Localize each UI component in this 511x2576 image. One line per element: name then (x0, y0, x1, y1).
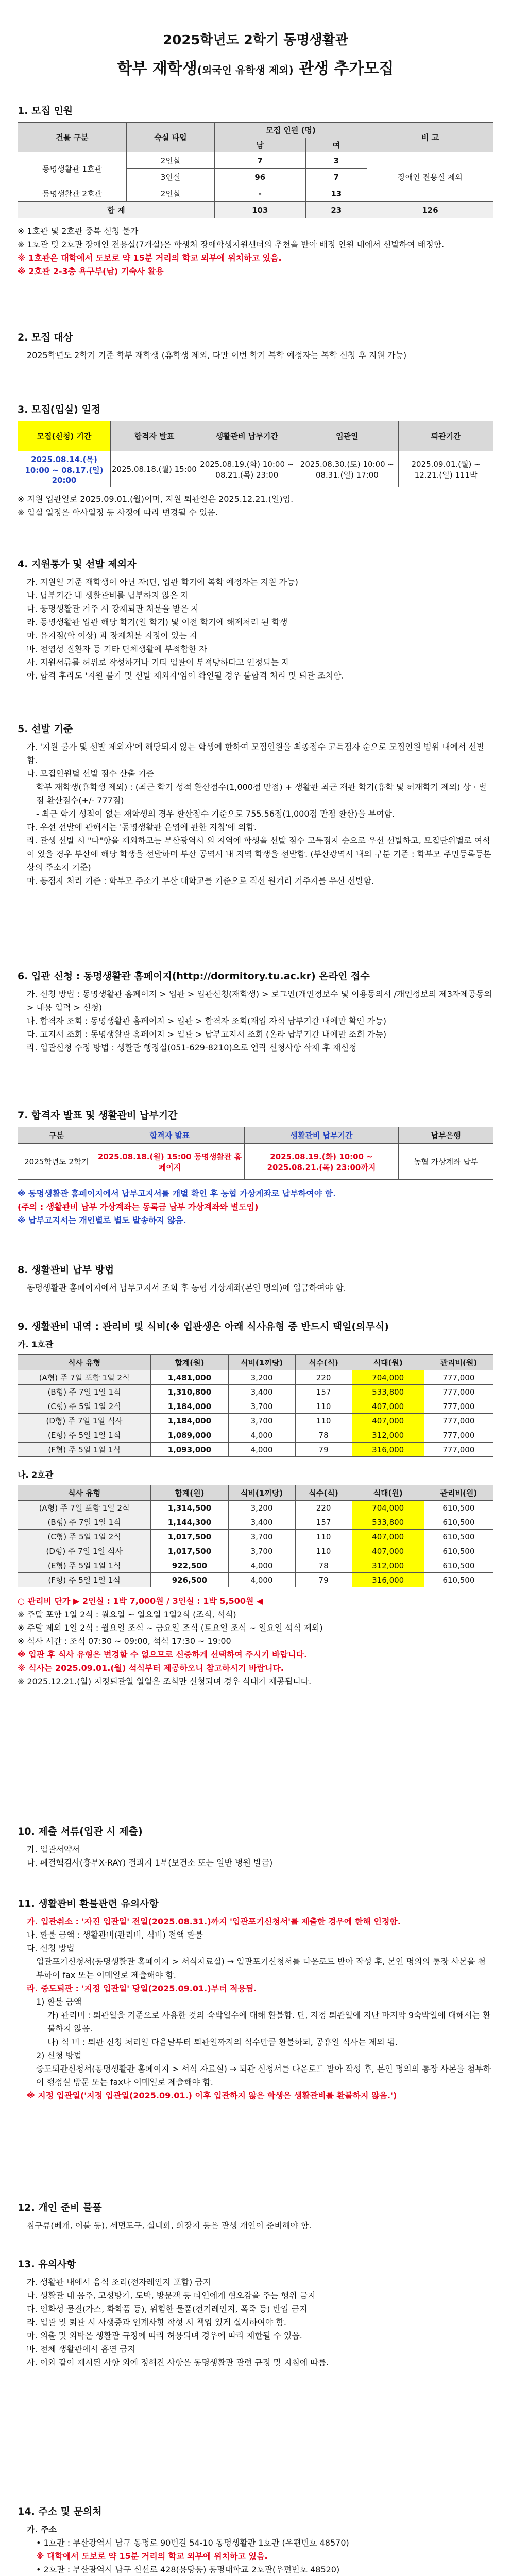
criteria-list: 가. '지원 불가 및 선발 제외자'에 해당되지 않는 학생에 한하여 모집인원을 최종점수 고득점자 순으로 모집인원 범위 내에서 선발함. 나. 모집인원별 선발 점수 산출 기준 학부 재학생(휴학생 제외) : (최근 학기 성적 환산점수(1,000점 만점) + 생활관 최근 재관 학기(휴학 및 허재학기 제외) 상 · 벌점 환산점수(+/- 777점) - 최근 학기 성적이 없는 재학생의 경우 환산점수 기준으로 755.56점(1,000점 만점 환산)을 부여함. 다. 우선 선발에 관해서는 '동명생활관 운영에 관한 지침'에 의함. 라. 관생 선발 시 "다"항을 제외하고는 부산광역시 외 지역에 학생을 선발 점수 고득점자 순으로 우선 선발하고, 모집단위별로 여석이 있을 경우 부산에 해당 학생을 선발하며 부산 공역시 내 지역 학생을 선발함. (부산광역시 내의 구분 기준 : 학부모 주민등록등본 상의 주소지 기준) 마. 동점자 처리 기준 : 학부모 주소가 부산 대학교를 기준으로 직선 원거리 거주자를 우선 선발함. (27, 742, 491, 886)
section-cautions (18, 2257, 493, 2369)
table-cell: (F형) 주 5일 1일 1식 (18, 1573, 151, 1587)
table-row: 동명생활관 1호관 2인실 7 3 장애인 전용실 제외 (18, 152, 493, 169)
fee-notes: ○ 관리비 단가 ▶ 2인실 : 1박 7,000원 / 3인실 : 1박 5,500원 ◀ ※ 주말 포함 1일 2식 : 월요일 ~ 일요일 1일2식 (조식, 석식) ※ 주말 제외 1일 2식 : 월요일 조식 ~ 금요일 조식 (토요일 조식 ~ 일요일 석식 제외) ※ 식사 시간 : 조식 07:30 ~ 09:00, 석식 17:30 ~ 19:00 ※ 입관 후 식사 유형은 변경할 수 없으므로 신중하게 선택하여 주시기 바랍니다. ※ 식사는 2025.09.01.(월) 석식부터 제공하오니 참고하시기 바랍니다. ※ 2025.12.21.(일) 지정퇴관일 일일은 조식만 신청되며 경우 식대가 제공됩니다. (18, 1596, 323, 1686)
section-heading: 8. 생활관비 납부 방법 (18, 1264, 114, 1276)
table-row: 2025학년도 2학기 2025.08.18.(월) 15:00 동명생활관 홈페이지 2025.08.19.(화) 10:00 ~ 2025.08.21.(목) 23:00까지 농협 가상계좌 납부 (18, 1144, 493, 1180)
table-cell: 4,000 (228, 1573, 295, 1587)
section-heading: 4. 지원통가 및 선발 제외자 (18, 558, 137, 570)
refund-list: 가. 입관취소 : '자진 입관일' 전일(2025.08.31.)까지 '입관포기신청서'를 제출한 경우에 한해 인정함. 나. 환불 금액 : 생활관비(관리비, 식비) 전액 환불 다. 신청 방법 입관포기신청서(동명생활관 홈페이지 > 서식자료실) → 입관포기신청서를 다운로드 받아 작성 후, 본인 명의의 통장 사본을 첨부하여 fax 또는 이메일로 제출해야 함. 라. 중도퇴관 : '지정 입관일' 당일(2025.09.01.)부터 적용됨. 1) 환불 금액 가) 관리비 : 퇴관일을 기준으로 사용한 것의 숙박일수에 대해 환불함. 단, 지정 퇴관일에 지난 마지막 9숙박일에 대해서는 환불하지 않음. 나) 식 비 : 퇴관 신청 처리일 다음날부터 퇴관일까지의 식수만큼 환불하되, 공휴일 식사는 제외 됨. 2) 신청 방법 중도퇴관신청서(동명생활관 홈페이지 > 서식 자료실) → 퇴관 신청서를 다운로드 받아 작성 후, 본인 명의의 통장 사본을 첨부하여 행정실 방문 또는 fax나 이메일로 제출해야 함. ※ 지정 입관일('지정 입관일(2025.09.01.) 이후 입관하지 않은 학생은 생활관비를 환불하지 않음.') (27, 1917, 491, 2100)
table-cell: 777,000 (424, 1414, 493, 1428)
section-exclusion (18, 556, 493, 683)
table-header: 식사 유형 (18, 1355, 151, 1370)
table-cell: 3,700 (228, 1530, 295, 1544)
table-cell: (B형) 주 7일 1일 1식 (18, 1385, 151, 1399)
table-row-total: 합 계 103 23 126 (18, 202, 493, 218)
section-criteria (18, 721, 493, 888)
table-cell: 3,700 (228, 1544, 295, 1558)
table-cell: 157 (295, 1385, 352, 1399)
table-cell: (A형) 주 7일 포함 1일 2식 (18, 1501, 151, 1515)
table-row (18, 1385, 493, 1399)
table-cell: (A형) 주 7일 포함 1일 2식 (18, 1370, 151, 1385)
section-heading: 1. 모집 인원 (18, 105, 73, 116)
cautions-list: 가. 생활관 내에서 음식 조리(전자레인지 포함) 금지 나. 생활관 내 음주, 고성방가, 도박, 방문객 등 타인에게 혐오감을 주는 행위 금지 다. 인화성 물질(가스, 화학품 등), 위험한 물품(전기레인지, 폭죽 등) 반입 금지 라. 입관 및 퇴관 시 사생증과 인계사항 작성 시 책임 있게 실시하여야 함. 마. 외출 및 외박은 생활관 규정에 따라 허용되며 경우에 따라 제한될 수 있음. 바. 전체 생활관에서 흡연 금지 사. 이와 같이 제시된 사항 외에 정해진 사항은 동명생활관 관련 규정 및 지침에 따름. (27, 2277, 329, 2367)
section-documents: 10. 제출 서류(입관 시 제출) 가. 입관서약서 나. 폐결핵검사(흉부X-RAY) 결과지 1부(보건소 또는 일반 병원 발급) (18, 1824, 493, 1870)
table-cell: 1,184,000 (151, 1399, 228, 1414)
table-cell: (D형) 주 7일 1일 식사 (18, 1414, 151, 1428)
table-row (18, 1443, 493, 1457)
table-cell: 610,500 (424, 1501, 493, 1515)
table-cell: 1,093,000 (151, 1443, 228, 1457)
table-cell: 777,000 (424, 1443, 493, 1457)
notes: ※ 동명생활관 홈페이지에서 납부고지서를 개별 확인 후 농협 가상계좌로 납부하여야 함. (주의 : 생활관비 납부 가상계좌는 동록금 납부 가상계좌와 별도임) ※ 납부고지서는 개인별로 별도 발송하지 않음. (18, 1189, 336, 1225)
table-cell: 4,000 (228, 1443, 295, 1457)
table-cell: 610,500 (424, 1530, 493, 1544)
table-cell: 1,184,000 (151, 1414, 228, 1428)
application-list: 가. 신청 방법 : 동명생활관 홈페이지 > 입관 > 입관신청(재학생) > 로그인(개인정보수 및 이용동의서 /개인정보의 제3자제공동의 > 내용 입력 > 신청) 나. 합격자 조회 : 동명생활관 홈페이지 > 입관 > 합격자 조회(재입 자식 납부기간 내에만 확인 가능) 다. 고지서 조회 : 동명생활관 홈페이지 > 입관 > 납부고지서 조회 (온라 납부기간 내에만 조회 가능) 라. 입관신청 수정 방법 : 생활관 행정실(051-629-8210)으로 연락 신청사항 삭제 후 재신청 (27, 989, 492, 1053)
table-cell: 922,500 (151, 1558, 228, 1573)
section-recruit-count (18, 103, 493, 278)
table-row (18, 1558, 493, 1573)
section-heading: 9. 생활관비 내역 : 관리비 및 식비(※ 입관생은 아래 식사유형 중 반드시 택일(의무식) (18, 1321, 389, 1332)
table-cell: (C형) 주 5일 1일 2식 (18, 1530, 151, 1544)
table-cell: 220 (295, 1501, 352, 1515)
section-heading: 7. 합격자 발표 및 생활관비 납부기간 (18, 1110, 178, 1121)
table-cell: 316,000 (352, 1573, 424, 1587)
table-cell: 79 (295, 1573, 352, 1587)
table-cell: 1,314,500 (151, 1501, 228, 1515)
table-header: 남 (215, 138, 306, 152)
section-heading: 5. 선발 기준 (18, 723, 73, 735)
table-cell: 3,400 (228, 1515, 295, 1530)
table-cell: 407,000 (352, 1544, 424, 1558)
table-header: 합계(원) (151, 1355, 228, 1370)
section-heading: 10. 제출 서류(입관 시 제출) (18, 1826, 143, 1837)
table-cell: 777,000 (424, 1399, 493, 1414)
table-row (18, 1414, 493, 1428)
table-header: 모집 인원 (명) (215, 123, 367, 138)
section-heading: 14. 주소 및 문의처 (18, 2506, 102, 2517)
table-cell: 610,500 (424, 1515, 493, 1530)
table-cell: (E형) 주 5일 1일 1식 (18, 1558, 151, 1573)
table-row (18, 1428, 493, 1443)
table-cell: 78 (295, 1428, 352, 1443)
section-heading: 6. 입관 신청 : 동명생활관 홈페이지(http://dormitory.tu.ac.kr) 온라인 접수 (18, 971, 370, 982)
table-cell: 110 (295, 1544, 352, 1558)
table-cell: 1,481,000 (151, 1370, 228, 1385)
table-row: 3인실 96 7 (18, 169, 493, 185)
table-row (18, 1530, 493, 1544)
table-cell: 110 (295, 1399, 352, 1414)
exclusion-list: 가. 지원일 기준 재학생이 아닌 자(단, 입관 학기에 복학 예정자는 지원 가능) 나. 납부기간 내 생활관비를 납부하지 않은 자 다. 동명생활관 거주 시 강제퇴관 처분을 받은 자 라. 동명생활관 입관 해당 학기(일 학기) 및 이전 학기에 해제처리 된 학생 마. 유지점(학 이상) 과 장제처분 지정이 있는 자 바. 전염성 질환자 등 기타 단체생활에 부적합한 자 사. 지원서류를 허위로 작성하거나 기타 입관이 부적당하다고 인정되는 자 아. 합격 후라도 '지원 불가 및 선발 제외자'임이 확인될 경우 불합격 처리 및 퇴관 조치함. (27, 577, 344, 681)
table-header: 식사 유형 (18, 1485, 151, 1501)
table-cell: (D형) 주 7일 1일 식사 (18, 1544, 151, 1558)
table-cell: 3,200 (228, 1370, 295, 1385)
table-row (18, 1501, 493, 1515)
table-cell: 110 (295, 1530, 352, 1544)
fee-table-2 (18, 1485, 493, 1587)
table-row: 2025.08.14.(목) 10:00 ~ 08.17.(일) 20:00 2025.08.18.(월) 15:00 2025.08.19.(화) 10:00 ~ 08.21.(목) 23:00 2025.08.30.(토) 10:00 ~ 08.31.(일) 17:00 2025.09.01.(월) ~ 12.21.(일) 111박 (18, 451, 493, 487)
section-fees: 9. 생활관비 내역 : 관리비 및 식비(※ 입관생은 아래 식사유형 중 반드시 택일(의무식) 가. 1호관 식사 유형 합계(원) 식비(1끼당) 식수(식) 식대(원) 관리비(원) (A형) 주 7일 포함 1일 2식 1,481,000 3,200 220 704,000 777,000 (B형) 주 7일 1일 1식 1,310,800 3,400 157 533,800 777,000 (C형) 주 5일 1일 2식 1,184,000 3,700 110 407,000 777,000 (D형) 주 7일 1일 식사 1,184,000 3,700 110 407,000 777,000 (E형) 주 5일 1일 1식 1,089,000 4,000 78 312,000 777,000 (F형) 주 5일 1일 1식 1,093,000 4,000 79 316,000 777,000 나. 2호관 식사 유형 합계(원) 식비(1끼당) 식수(식) 식대(원) 관리비(원) (A형) 주 7일 포함 1일 2식 1,314,500 3,200 220 704,000 610,500 (B형) 주 7일 1일 1식 1,144,300 3,400 157 533,800 610,500 (C형) 주 5일 1일 2식 1,017,500 3,700 110 407,000 610,500 (D형) 주 7일 1일 식사 1,017,500 3,700 110 407,000 610,500 (E형) 주 5일 1일 1식 922,500 4,000 78 312,000 610,500 (F형) 주 5일 1일 1식 926,500 4,000 79 316,000 610,500 ○ 관리비 단가 ▶ 2인실 : 1박 7,000원 / 3인실 : 1박 5,500원 ◀ ※ 주말 포함 1일 2식 : 월요일 ~ 일요일 1일2식 (조식, 석식) ※ 주말 제외 1일 2식 : 월요일 조식 ~ 금요일 조식 (토요일 조식 ~ 일요일 석식 제외) ※ 식사 시간 : 조식 07:30 ~ 09:00, 석식 17:30 ~ 19:00 ※ 입관 후 식사 유형은 변경할 수 없으므로 신중하게 선택하여 주시기 바랍니다. ※ 식사는 2025.09.01.(월) 석식부터 제공하오니 참고하시기 바랍니다. ※ 2025.12.21.(일) 지정퇴관일 일일은 조식만 신청되며 경우 식대가 제공됩니다. (18, 1319, 493, 1688)
table-cell: 220 (295, 1370, 352, 1385)
table-header: 식수(식) (295, 1355, 352, 1370)
section-application (18, 969, 493, 1055)
title-line2: 학부 재학생(외국인 유학생 제외) 관생 추가모집 (117, 60, 394, 78)
table-cell: 1,089,000 (151, 1428, 228, 1443)
table-cell: 3,400 (228, 1385, 295, 1399)
table-cell: 610,500 (424, 1573, 493, 1587)
table-cell: 777,000 (424, 1428, 493, 1443)
section-personal-items: 12. 개인 준비 물품 침구류(베개, 이불 등), 세면도구, 실내화, 화장지 등은 관생 개인이 준비해야 함. (18, 2200, 493, 2232)
table-header: 건물 구분 (18, 123, 127, 152)
table-cell: 610,500 (424, 1558, 493, 1573)
section-heading: 11. 생활관비 환불관련 유의사항 (18, 1898, 159, 1909)
title-box (62, 21, 449, 77)
table-cell: 533,800 (352, 1515, 424, 1530)
table-cell: 78 (295, 1558, 352, 1573)
section-refund (18, 1896, 493, 2103)
table-header: 식비(1끼당) (228, 1355, 295, 1370)
section-contact: 14. 주소 및 문의처 가. 주소 • 1호관 : 부산광역시 남구 동명로 90번길 54-10 동명생활관 1호관 (우편번호 48570) ※ 대학에서 도보로 약 15분 거리의 학교 외부에 위치하고 있음. • 2호관 : 부산광역시 남구 신선로 428(용당동) 동명대학교 2호관(우편번호 48520) (18, 2504, 493, 2576)
section-schedule (18, 402, 493, 519)
table-row (18, 1515, 493, 1530)
section-announcement (18, 1108, 493, 1227)
table-cell: 3,700 (228, 1414, 295, 1428)
table-header: 식대(원) (352, 1485, 424, 1501)
table-cell: 777,000 (424, 1385, 493, 1399)
table-cell: (C형) 주 5일 1일 2식 (18, 1399, 151, 1414)
title-line1: 2025학년도 2학기 동명생활관 (163, 32, 348, 48)
recruit-table (18, 122, 493, 218)
table-header: 관리비(원) (424, 1355, 493, 1370)
table-cell: 4,000 (228, 1428, 295, 1443)
table-cell: 777,000 (424, 1370, 493, 1385)
table-cell: 407,000 (352, 1414, 424, 1428)
table-row: 동명생활관 2호관 2인실 - 13 (18, 185, 493, 202)
table-cell: 157 (295, 1515, 352, 1530)
section-payment: 8. 생활관비 납부 방법 동명생활관 홈페이지에서 납부고지서 조회 후 농협 가상계좌(본인 명의)에 입금하여야 함. (18, 1262, 493, 1295)
fee-table-1 (18, 1354, 493, 1457)
table-row (18, 1573, 493, 1587)
table-cell: 1,144,300 (151, 1515, 228, 1530)
table-cell: 533,800 (352, 1385, 424, 1399)
table-cell: 4,000 (228, 1558, 295, 1573)
table-header: 합계(원) (151, 1485, 228, 1501)
table-row (18, 1370, 493, 1385)
table-header: 여 (305, 138, 367, 152)
table-cell: 312,000 (352, 1558, 424, 1573)
table-header: 관리비(원) (424, 1485, 493, 1501)
table-cell: 79 (295, 1443, 352, 1457)
table-cell: 1,310,800 (151, 1385, 228, 1399)
table-cell: 316,000 (352, 1443, 424, 1457)
announcement-table: 구분 합격자 발표 생활관비 납부기간 납부은행 2025학년도 2학기 2025.08.18.(월) 15:00 동명생활관 홈페이지 2025.08.19.(화) 10:00 ~ 2025.08.21.(목) 23:00까지 농협 가상계좌 납부 (18, 1127, 493, 1180)
table-cell: (B형) 주 7일 1일 1식 (18, 1515, 151, 1530)
table-cell: 312,000 (352, 1428, 424, 1443)
table-header: 식대(원) (352, 1355, 424, 1370)
table-cell: 110 (295, 1414, 352, 1428)
table-cell: 407,000 (352, 1530, 424, 1544)
section-target: 2. 모집 대상 2025학년도 2학기 기준 학부 재학생 (휴학생 제외, 다만 이번 학기 복학 예정자는 복학 신청 후 지원 가능) (18, 330, 493, 362)
table-cell: 1,017,500 (151, 1544, 228, 1558)
table-cell: 704,000 (352, 1370, 424, 1385)
table-header: 숙실 타입 (127, 123, 215, 152)
table-cell: 704,000 (352, 1501, 424, 1515)
section-heading: 2. 모집 대상 (18, 332, 73, 343)
table-cell: 3,200 (228, 1501, 295, 1515)
table-cell: 407,000 (352, 1399, 424, 1414)
table-cell: (F형) 주 5일 1일 1식 (18, 1443, 151, 1457)
table-header: 식비(1끼당) (228, 1485, 295, 1501)
notes: ※ 지원 입관일로 2025.09.01.(월)이며, 지원 퇴관일은 2025.12.21.(일)임. ※ 입실 일정은 학사일정 등 사정에 따라 변경될 수 있음. (18, 494, 294, 517)
table-cell: 3,700 (228, 1399, 295, 1414)
table-cell: 926,500 (151, 1573, 228, 1587)
section-heading: 13. 유의사항 (18, 2259, 76, 2270)
table-header: 비 고 (367, 123, 493, 152)
table-cell: 1,017,500 (151, 1530, 228, 1544)
table-cell: 610,500 (424, 1544, 493, 1558)
section-heading: 12. 개인 준비 물품 (18, 2202, 102, 2213)
notes: ※ 1호관 및 2호관 중복 신청 불가 ※ 1호관 및 2호관 장애인 전용실(7개실)은 학생처 장애학생지원센터의 추천을 받아 배정 인원 내에서 선발하여 배정함. ※ 1호관은 대학에서 도보로 약 15분 거리의 학교 외부에 위치하고 있음. ※ 2호관 2-3층 욕구부(남) 기숙사 활용 (18, 226, 445, 276)
schedule-table: 모집(신청) 기간 합격자 발표 생활관비 납부기간 입관일 퇴관기간 2025.08.14.(목) 10:00 ~ 08.17.(일) 20:00 2025.08.18.(월) 15:00 2025.08.19.(화) 10:00 ~ 08.21.(목) 23:00 2025.08.30.(토) 10:00 ~ 08.31.(일) 17:00 2025.09.01.(월) ~ 12.21.(일) 111박 (18, 421, 493, 487)
section-heading: 3. 모집(입실) 일정 (18, 404, 101, 415)
table-row (18, 1399, 493, 1414)
table-header: 식수(식) (295, 1485, 352, 1501)
table-row (18, 1544, 493, 1558)
table-cell: (E형) 주 5일 1일 1식 (18, 1428, 151, 1443)
